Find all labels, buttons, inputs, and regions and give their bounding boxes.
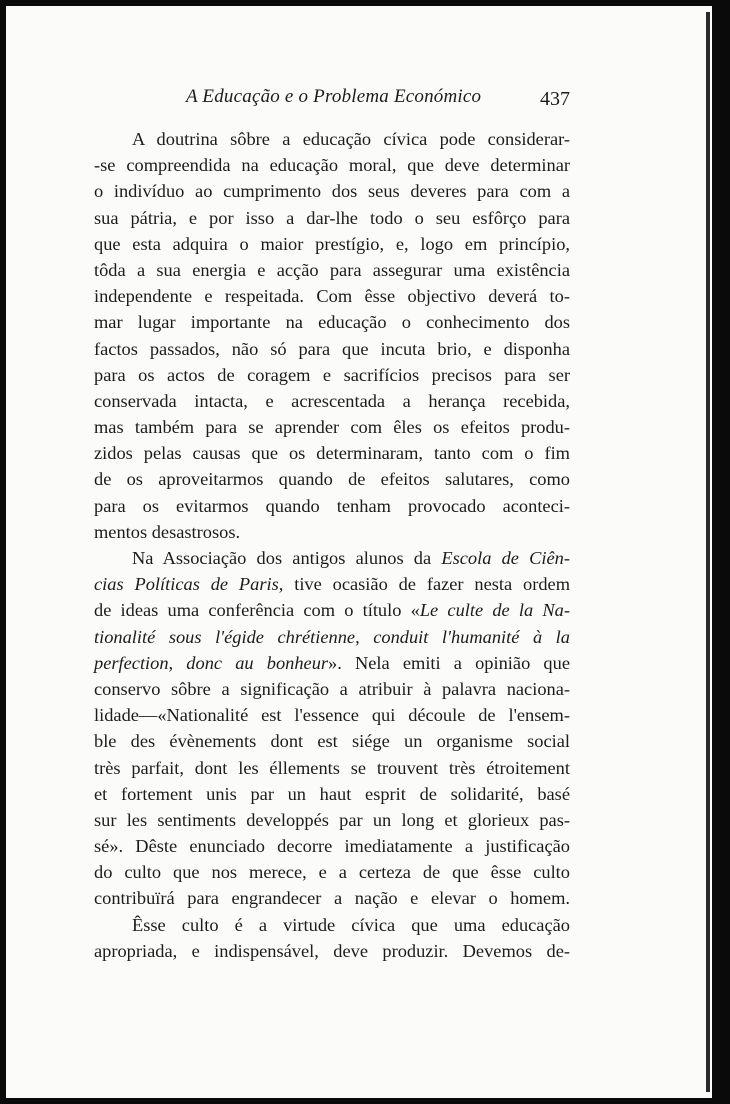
text-line: Êsse culto é a virtude cívica que uma educação [132, 914, 570, 935]
text-line: para os evitarmos quando tenham provocado aconteci- [94, 495, 570, 516]
running-title: A Educação e o Problema Económico [186, 86, 482, 107]
text-run: Na Associação dos antigos alunos da [132, 548, 442, 568]
body-text [94, 126, 570, 964]
text-line: conservo sôbre a significação a atribuir à palavra naciona- [94, 678, 570, 699]
scan-border-top [0, 0, 730, 6]
text-line: sur les sentiments developpés par un long et glorieux pas- [94, 809, 570, 830]
text-line: apropriada, e indispensável, deve produzir. Devemos de- [94, 940, 570, 961]
text-line: et fortement unis par un haut esprit de solidarité, basé [94, 783, 570, 804]
scan-border-right [712, 0, 730, 1104]
italic-run: tionalité sous l'égide chrétienne, conduit l'humanité à la [94, 626, 570, 647]
text-line: sua pátria, e por isso a dar-lhe todo o seu esfôrço para [94, 207, 570, 228]
page-number: 437 [540, 88, 570, 110]
text-line: o indivíduo ao cumprimento dos seus deveres para com a [94, 181, 570, 202]
scan-border-right-inner [706, 12, 710, 1092]
text-line: sé». Dêste enunciado decorre imediatamente a justificação [94, 836, 570, 857]
text-line [94, 624, 570, 650]
text-line: independente e respeitada. Com êsse objectivo deverá to- [94, 286, 570, 307]
text-line: conservada intacta, e acrescentada a herança recebida, [94, 390, 570, 411]
text-line: tôda a sua energia e acção para assegurar uma existência [94, 259, 570, 280]
text-line: très parfait, dont les éllements se trouvent très étroitement [94, 757, 570, 778]
text-run: de ideas uma conferência com o título « [94, 600, 420, 621]
paragraph-3 [94, 912, 570, 964]
scan-border-left [0, 0, 6, 1104]
running-header [94, 86, 572, 114]
text-line [94, 545, 570, 571]
italic-run: Le culte de la Na- [419, 600, 570, 621]
text-line: zidos pelas causas que os determinaram, tanto com o fim [94, 443, 570, 464]
text-line: mar lugar importante na educação o conhecimento dos [94, 312, 570, 333]
text-line: ble des évènements dont est siége un organisme social [94, 731, 570, 752]
text-line: para os actos de coragem e sacrifícios precisos para ser [94, 364, 570, 385]
scan-border-bottom [0, 1098, 730, 1104]
text-line [94, 597, 570, 623]
italic-run: cias Políticas de Paris, [94, 574, 284, 595]
paragraph-2 [94, 545, 570, 912]
text-run: tive ocasião de fazer nesta ordem [283, 574, 571, 595]
text-line: do culto que nos merece, e a certeza de que êsse culto [94, 862, 570, 883]
paragraph-1 [94, 126, 570, 545]
text-line: lidade—«Nationalité est l'essence qui découle de l'ensem- [94, 705, 570, 726]
text-line: que esta adquira o maior prestígio, e, logo em princípio, [94, 233, 570, 254]
text-line: factos passados, não só para que incuta brio, e disponha [94, 338, 570, 359]
text-line: de os aproveitarmos quando de efeitos salutares, como [94, 469, 570, 490]
italic-run: perfection, donc au bonheur [94, 652, 329, 673]
text-line: mas também para se aprender com êles os efeitos produ- [94, 417, 570, 438]
text-line: mentos desastrosos. [94, 521, 241, 542]
text-line: -se compreendida na educação moral, que deve determinar [94, 155, 570, 176]
text-line [94, 650, 570, 676]
text-line [94, 571, 570, 597]
italic-run: Escola de Ciên- [441, 548, 571, 568]
text-run: ». Nela emiti a opinião que [328, 652, 570, 673]
text-line: A doutrina sôbre a educação cívica pode considerar- [132, 129, 570, 149]
text-line: contribuïrá para engrandecer a nação e elevar o homem. [94, 888, 570, 909]
